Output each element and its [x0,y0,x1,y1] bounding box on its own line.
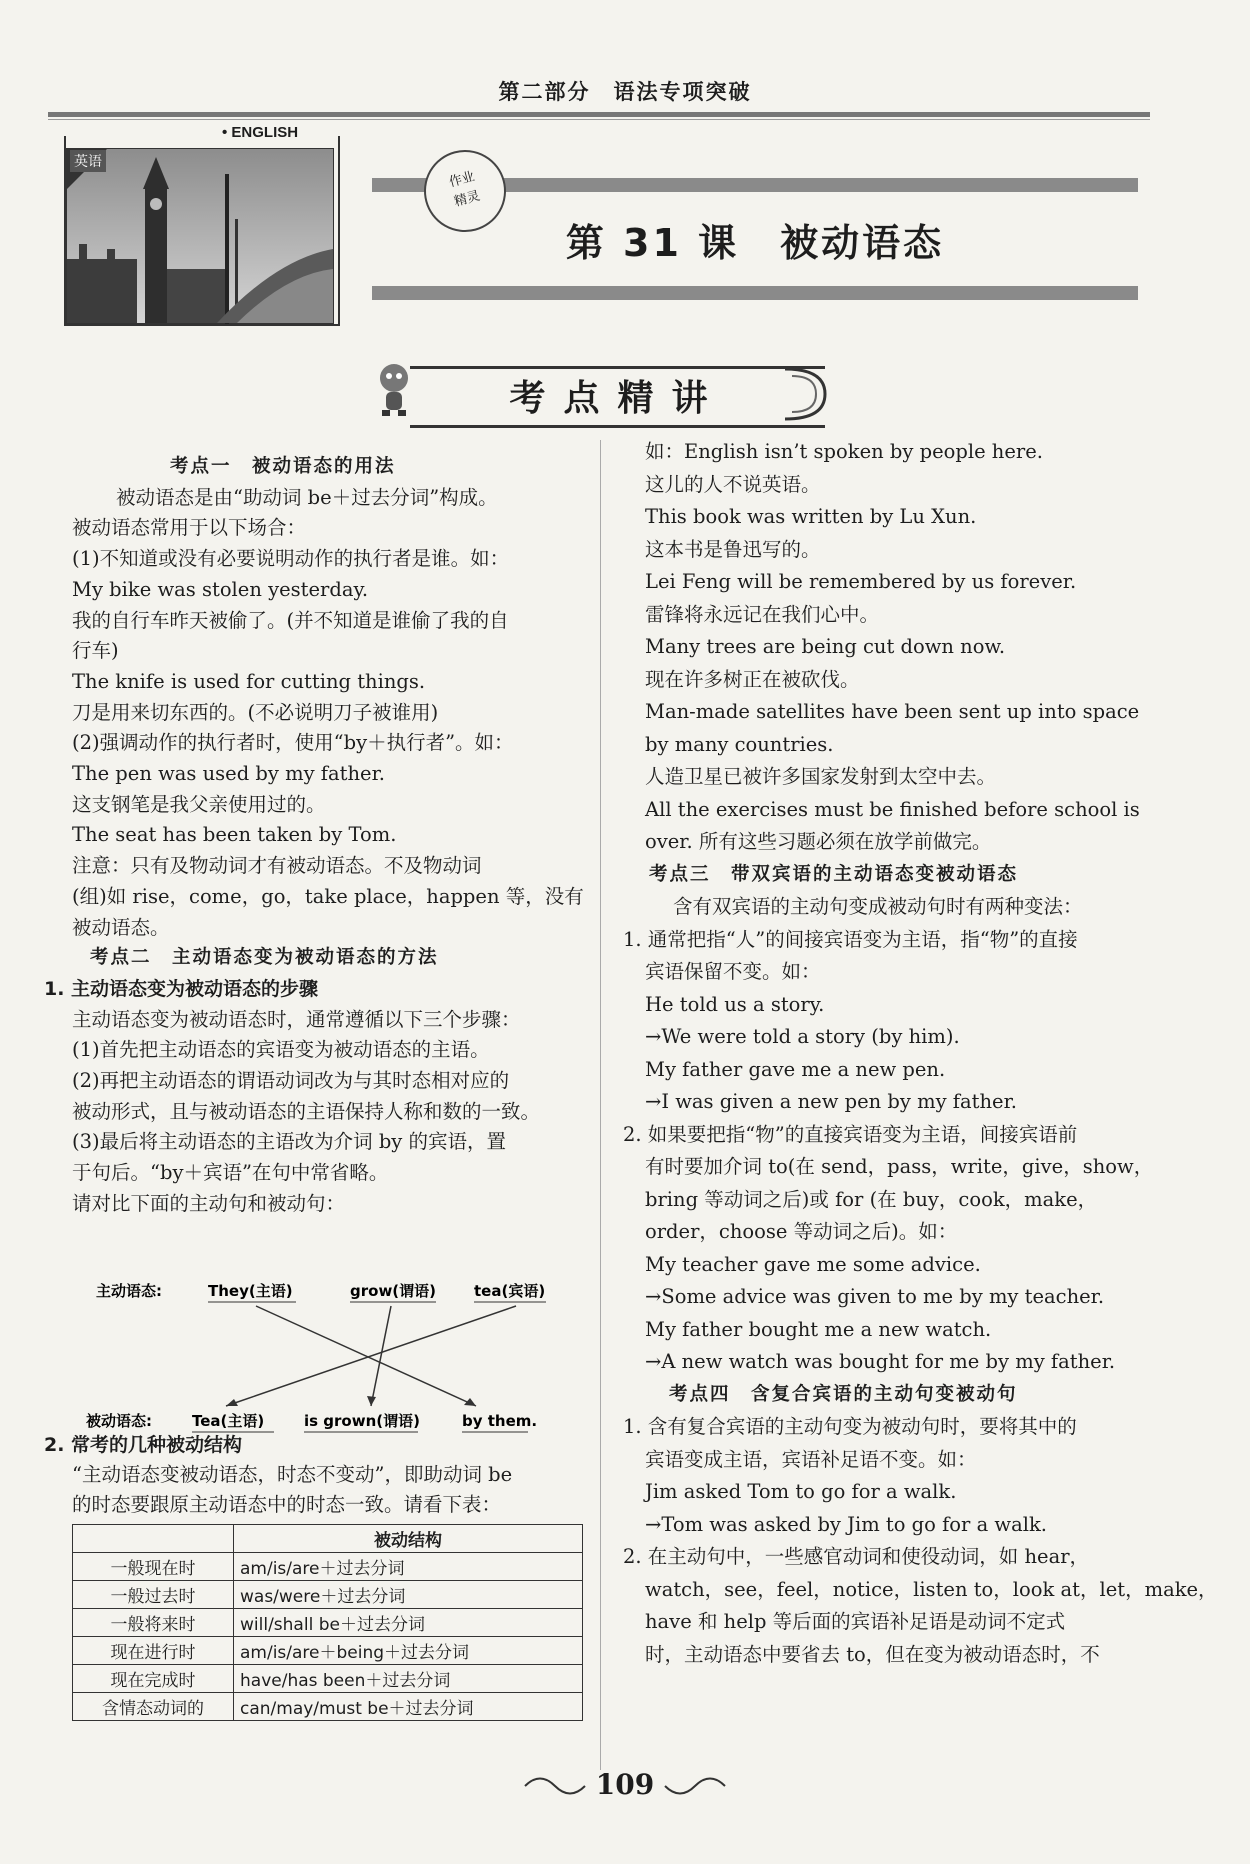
table-header-cell [73,1525,234,1553]
structure-cell: was/were＋过去分词 [234,1581,583,1609]
section-heading: 考点四 含复合宾语的主动句变被动句 [669,1383,1018,1405]
text-line: (3)最后将主动语态的主语改为介词 by 的宾语，置 [72,1130,507,1154]
text-line: 2. 在主动句中，一些感官动词和使役动词，如 hear， [623,1545,1090,1568]
running-header: 第二部分 语法专项突破 [498,80,752,104]
text-line: 宾语保留不变。如： [645,960,821,983]
text-line: →Some advice was given to me by my teacher. [645,1285,1105,1308]
header-rule [48,112,1150,117]
text-line: 刀是用来切东西的。(不必说明刀子被谁用) [72,700,439,724]
structure-cell: have/has been＋过去分词 [234,1665,583,1693]
text-line: bring 等动词之后)或 for (在 buy，cook，make， [645,1187,1098,1211]
mascot-icon [376,362,412,418]
tense-cell: 一般现在时 [73,1553,234,1581]
text-line: 2. 如果要把指“物”的直接宾语变为主语，间接宾语前 [623,1122,1078,1146]
text-line: (1)首先把主动语态的宾语变为被动语态的主语。 [72,1038,490,1062]
stamp-text: 作业 精灵 [447,169,482,210]
text-line: 现在许多树正在被砍伐。 [645,667,860,691]
table-row [73,1665,583,1693]
column-divider [600,440,601,1770]
voice-comparison-diagram [86,1278,566,1436]
passive-agent: by them. [462,1412,538,1430]
text-line: 人造卫星已被许多国家发射到太空中去。 [645,765,997,788]
text-line: 1. 含有复合宾语的主动句变为被动句时，要将其中的 [623,1415,1077,1438]
text-line: (2)强调动作的执行者时，使用“by＋执行者”。如： [72,731,514,755]
text-line: over. 所有这些习题必须在放学前做完。 [645,830,992,853]
text-line: Jim asked Tom to go for a walk. [645,1480,957,1503]
text-line: 这本书是鲁迅写的。 [645,537,821,561]
text-line: The pen was used by my father. [72,762,385,785]
text-line: 1. 通常把指“人”的间接宾语变为主语，指“物”的直接 [623,927,1078,951]
header-rule-thin [48,119,1150,120]
text-line: 时，主动语态中要省去 to，但在变为被动语态时，不 [645,1642,1100,1666]
tense-cell: 一般过去时 [73,1581,234,1609]
table-row [73,1581,583,1609]
text-line: (2)再把主动语态的谓语动词改为与其时态相对应的 [72,1069,510,1092]
section-title: 考点精讲 [509,378,726,419]
text-line: by many countries. [645,732,834,756]
text-line: 请对比下面的主动句和被动句： [72,1191,346,1215]
text-line: 宾语变成主语，宾语补足语不变。如： [645,1447,977,1471]
text-line: 有时要加介词 to(在 send，pass，write，give，show， [645,1155,1154,1178]
big-ben-photo [66,148,334,324]
subject-label: 英语 [70,150,106,172]
text-line: My father bought me a new watch. [645,1317,992,1341]
text-line: (1)不知道或没有必要说明动作的执行者是谁。如： [72,547,510,571]
structure-cell: will/shall be＋过去分词 [234,1609,583,1637]
active-voice-label: 主动语态: [96,1282,162,1300]
text-line: This book was written by Lu Xun. [645,505,977,528]
text-line: The knife is used for cutting things. [72,669,426,693]
text-line: 主动语态变为被动语态时，通常遵循以下三个步骤： [72,1007,521,1031]
text-line: My father gave me a new pen. [645,1057,946,1081]
table-row [73,1693,583,1721]
passive-verb: is grown(谓语) [304,1412,420,1430]
passive-voice-label: 被动语态: [86,1412,152,1430]
text-line: have 和 help 等后面的宾语补足语是动词不定式 [645,1610,1066,1633]
text-line: 这儿的人不说英语。 [645,472,821,496]
structure-cell: am/is/are＋过去分词 [234,1553,583,1581]
text-line: 于句后。“by＋宾语”在句中常省略。 [72,1161,389,1185]
table-row [73,1609,583,1637]
section-heading: 考点三 带双宾语的主动语态变被动语态 [649,863,1019,885]
text-line: He told us a story. [645,992,825,1016]
text-line: order，choose 等动词之后)。如： [645,1220,958,1243]
text-line: →Tom was asked by Jim to go for a walk. [645,1512,1047,1536]
section-heading: 考点一 被动语态的用法 [170,456,396,477]
text-line: 被动形式，且与被动语态的主语保持人称和数的一致。 [72,1099,541,1123]
lesson-title: 第 31 课 被动语态 [565,221,945,265]
table-row [73,1553,583,1581]
tense-cell: 现在进行时 [73,1637,234,1665]
structure-cell: can/may/must be＋过去分词 [234,1693,583,1721]
text-line: watch，see，feel，notice，listen to，look at，let，make， [645,1577,1218,1601]
tense-cell: 现在完成时 [73,1665,234,1693]
text-line: 的时态要跟原主动语态中的时态一致。请看下表： [72,1493,502,1516]
subheading: 1. 主动语态变为被动语态的步骤 [44,977,319,1000]
table-header-cell: 被动结构 [234,1525,583,1553]
page-number: 109 [595,1768,655,1801]
text-line: My teacher gave me some advice. [645,1252,981,1276]
scroll-curl-icon [780,364,830,424]
text-line: 行车) [72,639,119,663]
text-line: 这支钢笔是我父亲使用过的。 [72,792,326,816]
text-line: 被动语态常用于以下场合： [72,516,307,540]
text-line: 注意：只有及物动词才有被动语态。不及物动词 [72,854,482,878]
subheading: 2. 常考的几种被动结构 [44,1434,243,1456]
text-line: (组)如 rise，come，go，take place，happen 等，没有 [72,884,584,908]
text-line: →I was given a new pen by my father. [645,1090,1017,1113]
text-line: 我的自行车昨天被偷了。(并不知道是谁偷了我的自 [72,608,509,632]
section-heading: 考点二 主动语态变为被动语态的方法 [90,947,439,969]
text-line: My bike was stolen yesterday. [72,577,369,601]
text-line: Man-made satellites have been sent up into space [645,700,1140,723]
active-verb: grow(谓语) [350,1282,437,1300]
text-line: 雷锋将永远记在我们心中。 [645,602,880,626]
text-line: All the exercises must be finished before school is [645,797,1140,821]
active-object: tea(宾语) [474,1282,546,1300]
text-line: 被动语态。 [72,915,170,939]
text-line: 含有双宾语的主动句变成被动句时有两种变法： [673,895,1083,918]
structure-cell: am/is/are＋being＋过去分词 [234,1637,583,1665]
text-line: “主动语态变被动语态，时态不变动”，即助动词 be [72,1463,513,1486]
english-label: • ENGLISH [222,124,299,141]
passive-structure-table [72,1524,583,1721]
passive-subject: Tea(主语) [192,1412,265,1430]
text-line: Many trees are being cut down now. [645,635,1006,658]
title-bar-bottom [372,286,1138,300]
text-line: 如：English isn’t spoken by people here. [645,440,1043,463]
text-line: 被动语态是由“助动词 be＋过去分词”构成。 [116,485,498,509]
tense-cell: 一般将来时 [73,1609,234,1637]
table-row [73,1637,583,1665]
big-ben-illustration [67,149,333,323]
text-line: The seat has been taken by Tom. [72,823,397,847]
table-header-row [73,1525,583,1553]
text-line: →A new watch was bought for me by my father. [645,1350,1116,1373]
active-subject: They(主语) [208,1282,293,1300]
text-line: →We were told a story (by him). [645,1025,960,1048]
tense-cell: 含情态动词的 [73,1693,234,1721]
text-line: Lei Feng will be remembered by us forever. [645,570,1077,593]
